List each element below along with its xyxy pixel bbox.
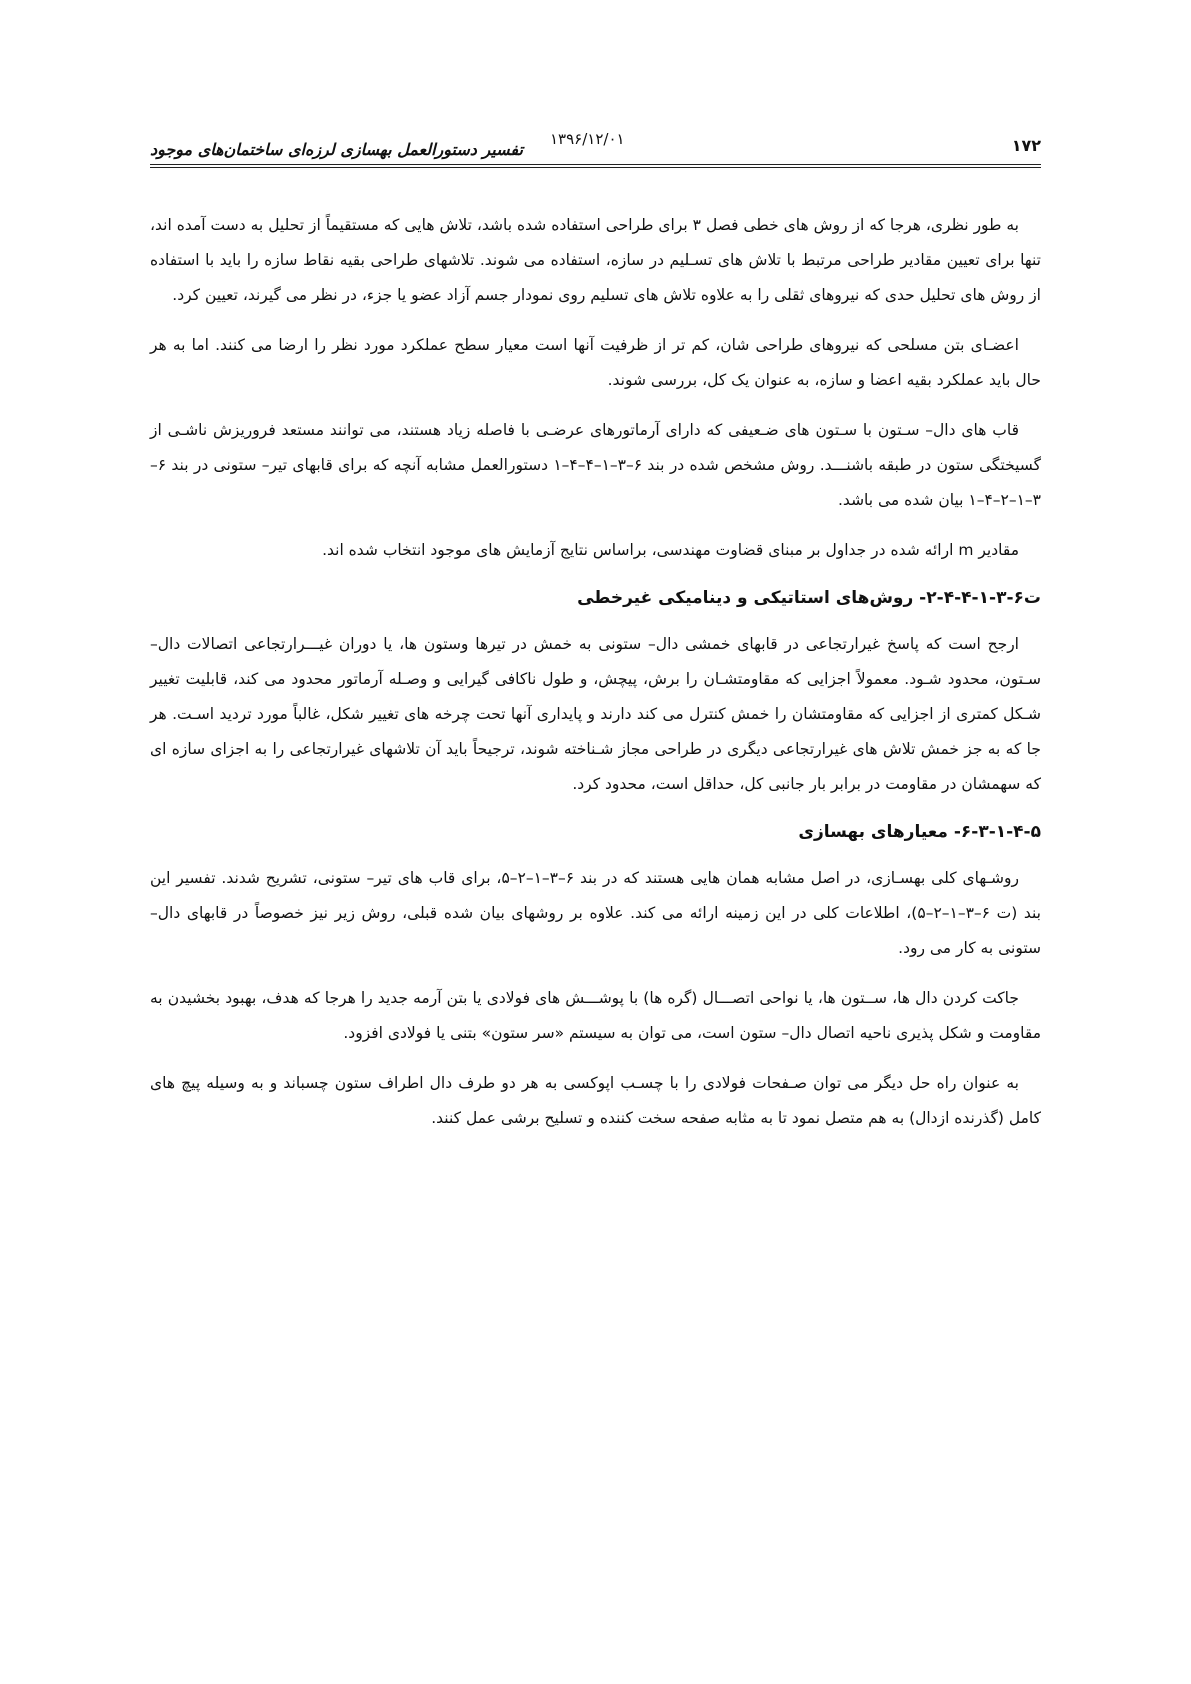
paragraph-steel-plates: به عنوان راه حل دیگر می توان صـفحات فولادی را با چسـب اپوکسی به هر دو طرف دال اطراف ستون چسباند و به وسیله پیچ های کامل (گذرنده ازدال) به هم متصل نمود تا به مثابه صفحه سخت کننده و تسلیح برشی عمل کنند. xyxy=(150,1074,1041,1127)
section-heading-nonlinear-methods: ت۶-۳-۱-۴-۴-۲- روش‌های استاتیکی و دینامیکی غیرخطی xyxy=(577,588,1041,608)
paragraph-inelastic-response: ارجح است که پاسخ غیرارتجاعی در قابهای خمشی دال– ستونی به خمش در تیرها وستون ها، یا دوران غیـــرارتجاعی اتصالات دال– سـتون، محدود شـود. معمولاً اجزایی که مقاومتشـان را برش، پیچش، و طول ناکافی گیرایی و وصـله آرماتور محدود می کند، قابلیت تغییر شـکل کمتری از اجزایی که مقاومتشان را خمش کنترل می کند دارند و پایداری آنها تحت چرخه های تغییر شکل، غالباً مورد تردید اسـت. هر جا که به جز خمش تلاش های غیرارتجاعی دیگری در طراحی مجاز شـناخته شوند، ترجیحاً باید آن تلاشهای غیرارتجاعی را به اجزای سازه ای که سهمشان در مقاومت در برابر بار جانبی کل، حداقل است، محدود کرد. xyxy=(150,635,1041,793)
section-heading-retrofit-criteria: ۶-۳-۱-۴-۵- معیارهای بهسازی xyxy=(798,822,1041,842)
paragraph-member-capacity: اعضـای بتن مسلحی که نیروهای طراحی شان، کم تر از ظرفیت آنها است معیار سطح عملکرد مورد نظر را ارضا می کنند. اما به هر حال باید عملکرد بقیه اعضا و سازه، به عنوان یک کل، بررسی شوند. xyxy=(150,336,1041,389)
body-text xyxy=(150,208,1041,1151)
page-number: ۱۷۲ xyxy=(1011,136,1041,155)
book-title: تفسیر دستورالعمل بهسازی لرزه‌ای ساختمان‌های موجود xyxy=(150,140,523,159)
paragraph-jacketing: جاکت کردن دال ها، ســتون ها، یا نواحی اتصـــال (گره ها) با پوشـــش های فولادی یا بتن آرمه جدید را هرجا که هدف، بهبود بخشیدن به مقاومت و شکل پذیری ناحیه اتصال دال– ستون است، می توان به سیستم «سر ستون» بتنی یا فولادی افزود. xyxy=(150,989,1041,1042)
paragraph-retrofit-methods: روشـهای کلی بهسـازی، در اصل مشابه همان هایی هستند که در بند ۶–۳–۱–۲–۵، برای قاب های تیر– ستونی، تشریح شدند. تفسیر این بند (ت ۶–۳–۱–۲–۵)، اطلاعات کلی در این زمینه ارائه می کند. علاوه بر روشهای بیان شده قبلی، روش زیر نیز خصوصاً در قابهای دال– ستونی به کار می رود. xyxy=(150,869,1041,957)
paragraph-linear-methods: به طور نظری، هرجا که از روش های خطی فصل ۳ برای طراحی استفاده شده باشد، تلاش هایی که مستقیماً از تحلیل به دست آمده اند، تنها برای تعیین مقادیر طراحی مرتبط با تلاش های تسـلیم در سازه، استفاده می شوند. تلاشهای طراحی بقیه نقاط سازه را باید با استفاده از روش های تحلیل حدی که نیروهای ثقلی را به علاوه تلاش های تسلیم روی نمودار جسم آزاد عضو یا جزء، در نظر می گیرند، تعیین کرد. xyxy=(150,216,1041,304)
header-date: ۱۳۹۶/۱۲/۰۱ xyxy=(550,130,625,148)
paragraph-slab-column-frames: قاب های دال– سـتون با سـتون های ضـعیفی که دارای آرماتورهای عرضـی با فاصله زیاد هستند، می توانند مستعد فروریزش ناشـی از گسیختگی ستون در طبقه باشنـــد. روش مشخص شده در بند ۶–۳–۱–۴–۴–۱ دستورالعمل مشابه آنچه که برای قابهای تیر– ستونی در بند ۶–۳–۱–۲–۴–۱ بیان شده می باشد. xyxy=(150,421,1041,509)
paragraph-m-values: مقادیر m ارائه شده در جداول بر مبنای قضاوت مهندسی، براساس نتایج آزمایش های موجود انتخاب شده اند. xyxy=(322,541,1019,559)
header-divider xyxy=(150,164,1041,168)
page-header xyxy=(150,128,1041,162)
